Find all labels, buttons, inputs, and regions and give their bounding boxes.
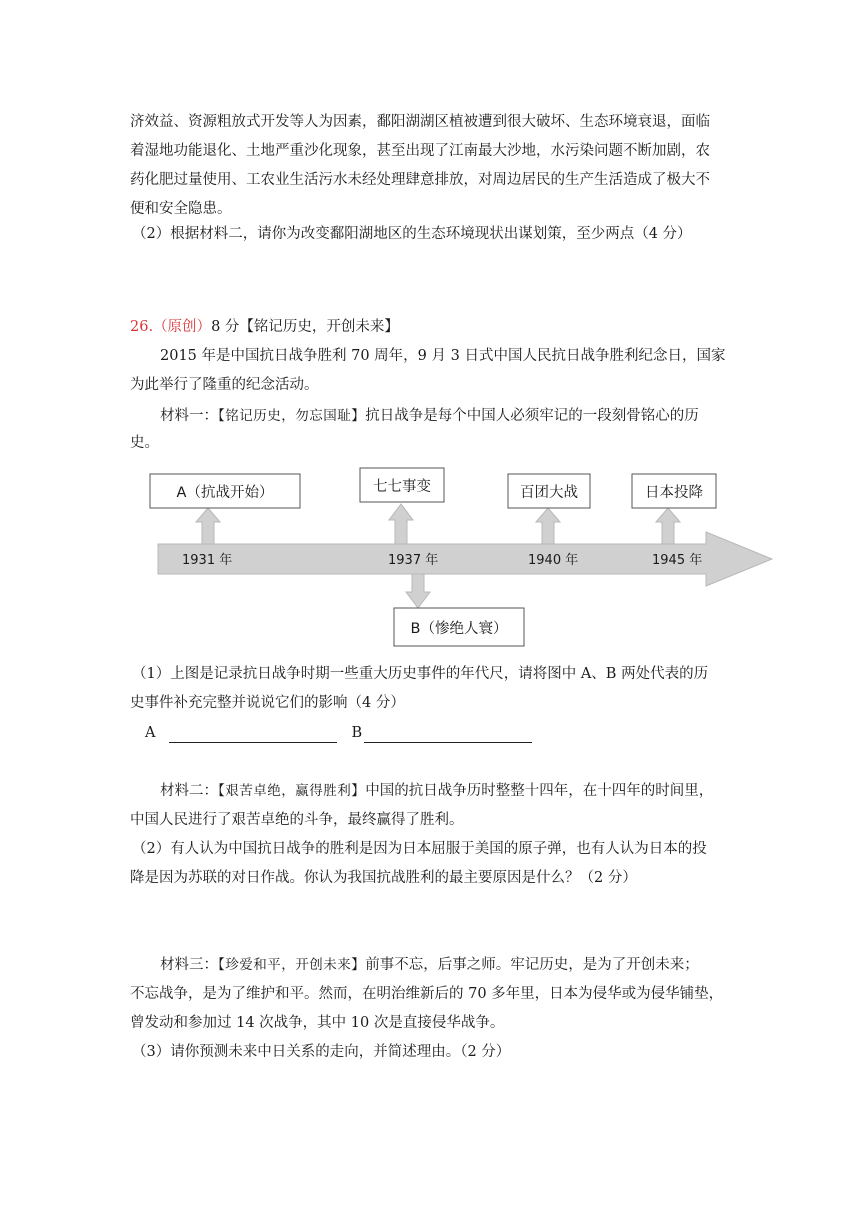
year-label: 1940 年: [528, 553, 579, 568]
material-two: [160, 781, 713, 801]
material-text: 前事不忘，后事之师。牢记历史，是为了开创未来；: [365, 957, 699, 973]
material-heading: 【艰苦卓绝，赢得胜利】: [218, 783, 366, 799]
question-title: [130, 317, 399, 337]
up-arrow: [656, 508, 680, 544]
intro-line: 为此举行了隆重的纪念活动。: [130, 377, 319, 393]
material-label: 材料二：: [160, 783, 218, 799]
blank-a-label: A: [145, 725, 156, 741]
answer-blank-b[interactable]: [364, 728, 532, 743]
material-text: 不忘战争，是为了维护和平。然而，在明治维新后的 70 多年里，日本为侵华或为侵华铺垫，: [130, 986, 724, 1002]
material-one: [160, 406, 699, 426]
material-heading: 【铭记历史，勿忘国耻】: [218, 408, 366, 424]
answer-blank-a[interactable]: [169, 728, 337, 743]
question-1: （1）上图是记录抗日战争时期一些重大历史事件的年代尺，请将图中 A、B 两处代表的历: [132, 666, 709, 682]
paragraph-line: 着湿地功能退化、土地严重沙化现象，甚至出现了江南最大沙地，水污染问题不断加剧，农: [130, 143, 710, 159]
material-text: 中国的抗日战争历时整整十四年，在十四年的时间里，: [365, 783, 714, 799]
question-2: （2）有人认为中国抗日战争的胜利是因为日本屈服于美国的原子弹，也有人认为日本的投: [132, 841, 707, 857]
blank-b-label: B: [351, 725, 363, 741]
material-text: 抗日战争是每个中国人必须牢记的一段刻骨铭心的历: [365, 408, 699, 424]
question-3: （3）请你预测未来中日关系的走向，并简述理由。（2 分）: [132, 1044, 511, 1060]
paragraph-line: 便和安全隐患。: [130, 201, 232, 217]
up-arrow: [536, 508, 560, 544]
paragraph-line: 济效益、资源粗放式开发等人为因素，鄱阳湖湖区植被遭到很大破坏、生态环境衰退，面临: [130, 114, 710, 130]
material-text: 史。: [130, 435, 159, 451]
up-arrow: [389, 504, 413, 544]
material-label: 材料一：: [160, 408, 218, 424]
question-2: 降是因为苏联的对日作战。你认为我国抗战胜利的最主要原因是什么？（2 分）: [130, 870, 637, 886]
event-label-surrender: 日本投降: [645, 485, 703, 501]
material-heading: 【珍爱和平，开创未来】: [218, 957, 366, 973]
paragraph-line: 药化肥过量使用、工农业生活污水未经处理肆意排放，对周边居民的生产生活造成了极大不: [130, 172, 710, 188]
timeline-diagram: [130, 452, 790, 652]
year-label: 1937 年: [388, 553, 439, 568]
up-arrow: [196, 508, 220, 544]
answer-blanks: [145, 723, 532, 743]
event-label-july7: 七七事变: [373, 479, 431, 495]
question-title-text: 8 分【铭记历史，开创未来】: [211, 319, 399, 335]
intro-line: 2015 年是中国抗日战争胜利 70 周年，9 月 3 日式中国人民抗日战争胜利纪念日，国家: [160, 348, 726, 364]
year-label: 1931 年: [182, 553, 233, 568]
year-label: 1945 年: [652, 553, 703, 568]
material-three: [160, 955, 699, 975]
material-text: 曾发动和参加过 14 次战争，其中 10 次是直接侵华战争。: [130, 1015, 505, 1031]
material-text: 中国人民进行了艰苦卓绝的斗争，最终赢得了胜利。: [130, 812, 464, 828]
event-label-a: A（抗战开始）: [176, 485, 274, 501]
event-label-b: B（惨绝人寰）: [410, 621, 508, 637]
down-arrow: [406, 574, 430, 608]
event-label-hundred: 百团大战: [520, 485, 578, 501]
material-label: 材料三：: [160, 957, 218, 973]
question-prev-2: （2）根据材料二，请你为改变鄱阳湖地区的生态环境现状出谋划策，至少两点（4 分）: [132, 226, 692, 242]
question-1: 史事件补充完整并说说它们的影响（4 分）: [130, 695, 405, 711]
question-number: 26.（原创）: [130, 319, 212, 335]
